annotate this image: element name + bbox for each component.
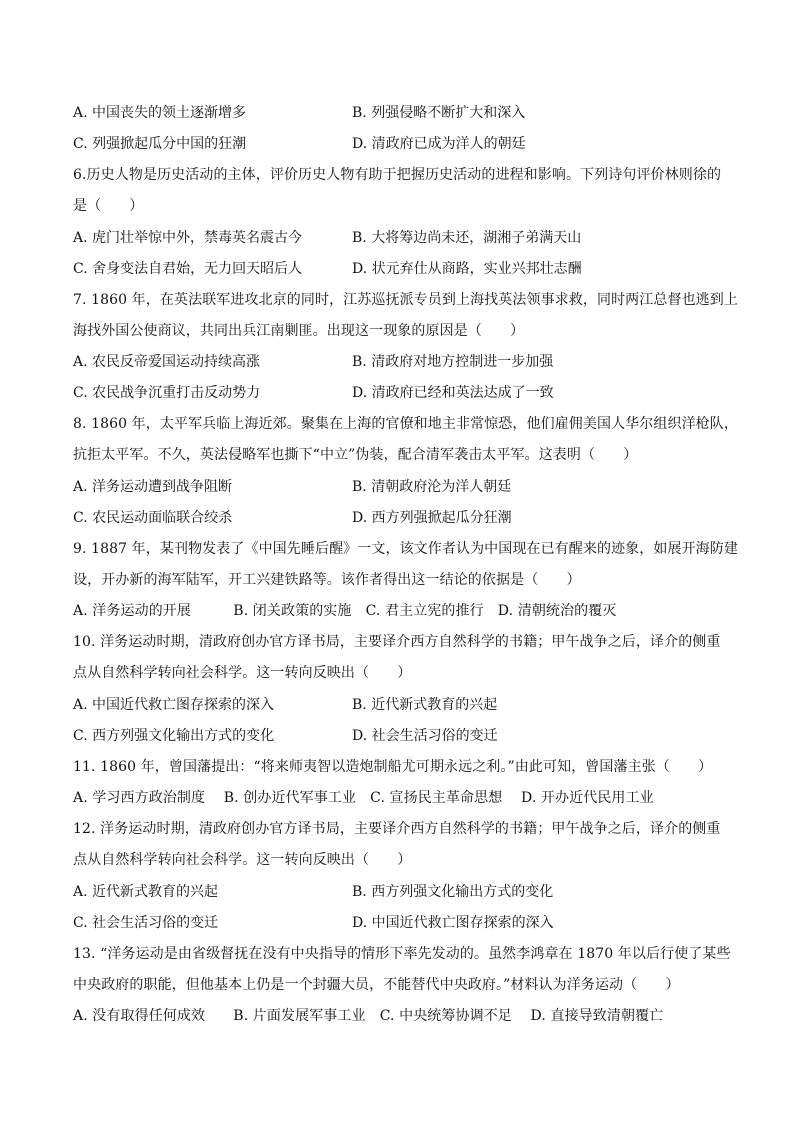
q13-stem-line-2: 中央政府的职能，但他基本上仍是一个封疆大员，不能替代中央政府。”材料认为洋务运动（ ） (73, 977, 680, 993)
q9-stem-line-1: 9. 1887 年，某刊物发表了《中国先睡后醒》一文，该文作者认为中国现在已有醒来的迹象，如展开海防建 (73, 541, 738, 557)
q5-option-b: B. 列强侵略不断扩大和深入 (352, 105, 526, 121)
q8-option-c: C. 农民运动面临联合绞杀 (73, 510, 233, 526)
q5-option-a: A. 中国丧失的领土逐渐增多 (73, 105, 247, 121)
q7-option-a: A. 农民反帝爱国运动持续高涨 (73, 354, 261, 370)
q7-option-b: B. 清政府对地方控制进一步加强 (352, 354, 554, 370)
q9-options: A. 洋务运动的开展 B. 闭关政策的实施 C. 君主立宪的推行 D. 清朝统治的覆灭 (73, 603, 617, 619)
q7-stem-line-2: 海找外国公使商议，共同出兵江南剿匪。出现这一现象的原因是（ ） (73, 323, 525, 339)
q12-option-a: A. 近代新式教育的兴起 (73, 884, 219, 900)
q8-stem-line-1: 8. 1860 年，太平军兵临上海近郊。聚集在上海的官僚和地主非常惊恐，他们雇佣美国人华尔组织洋枪队， (73, 416, 738, 432)
q8-stem-line-2: 抗拒太平军。不久，英法侵略军也撕下“中立”伪装，配合清军袭击太平军。这表明（ ） (73, 447, 638, 463)
q12-stem-line-2: 点从自然科学转向社会科学。这一转向反映出（ ） (73, 852, 412, 868)
q10-option-a: A. 中国近代救亡图存探索的深入 (73, 697, 275, 713)
q5-option-c: C. 列强掀起瓜分中国的狂潮 (73, 136, 247, 152)
q12-stem-line-1: 12. 洋务运动时期，清政府创办官方译书局，主要译介西方自然科学的书籍；甲午战争之后，译介的侧重 (73, 821, 721, 837)
q12-option-d: D. 中国近代救亡图存探索的深入 (352, 915, 554, 931)
q10-stem-line-1: 10. 洋务运动时期，清政府创办官方译书局，主要译介西方自然科学的书籍；甲午战争之后，译介的侧重 (73, 634, 721, 650)
q8-option-b: B. 清朝政府沦为洋人朝廷 (352, 479, 512, 495)
q8-option-a: A. 洋务运动遭到战争阻断 (73, 479, 233, 495)
q10-option-b: B. 近代新式教育的兴起 (352, 697, 498, 713)
q5-option-d: D. 清政府已成为洋人的朝廷 (352, 136, 526, 152)
q8-option-d: D. 西方列强掀起瓜分狂潮 (352, 510, 512, 526)
q13-options: A. 没有取得任何成效 B. 片面发展军事工业 C. 中央统筹协调不足 D. 直接导致清朝覆亡 (73, 1008, 664, 1024)
q6-option-c: C. 舍身变法自君始，无力回天昭后人 (73, 261, 303, 277)
q6-option-d: D. 状元弃仕从商路，实业兴邦壮志酬 (352, 261, 582, 277)
q11-options: A. 学习西方政治制度 B. 创办近代军事工业 C. 宣扬民主革命思想 D. 开办近代民用工业 (73, 790, 654, 806)
q12-option-b: B. 西方列强文化输出方式的变化 (352, 884, 554, 900)
q10-stem-line-2: 点从自然科学转向社会科学。这一转向反映出（ ） (73, 665, 412, 681)
q6-option-a: A. 虎门壮举惊中外，禁毒英名震古今 (73, 230, 303, 246)
q6-stem-line-2: 是（ ） (73, 198, 144, 214)
q6-option-b: B. 大将筹边尚未还，湖湘子弟满天山 (352, 230, 582, 246)
q10-option-c: C. 西方列强文化输出方式的变化 (73, 728, 275, 744)
q10-option-d: D. 社会生活习俗的变迁 (352, 728, 498, 744)
q7-option-c: C. 农民战争沉重打击反动势力 (73, 385, 261, 401)
q6-stem-line-1: 6.历史人物是历史活动的主体，评价历史人物有助于把握历史活动的进程和影响。下列诗句评价林则徐的 (73, 167, 722, 183)
q7-stem-line-1: 7. 1860 年，在英法联军进攻北京的同时，江苏巡抚派专员到上海找英法领事求救，同时两江总督也逃到上 (73, 292, 738, 308)
q7-option-d: D. 清政府已经和英法达成了一致 (352, 385, 554, 401)
q11-stem-line-1: 11. 1860 年，曾国藩提出：“将来师夷智以造炮制船尤可期永远之利。”由此可知，曾国藩主张（ ） (73, 759, 713, 775)
q12-option-c: C. 社会生活习俗的变迁 (73, 915, 219, 931)
q13-stem-line-1: 13. “洋务运动是由省级督抚在没有中央指导的情形下率先发动的。虽然李鸿章在 1870 年以后行使了某些 (73, 946, 731, 962)
q9-stem-line-2: 设，开办新的海军陆军，开工兴建铁路等。该作者得出这一结论的依据是（ ） (73, 572, 581, 588)
